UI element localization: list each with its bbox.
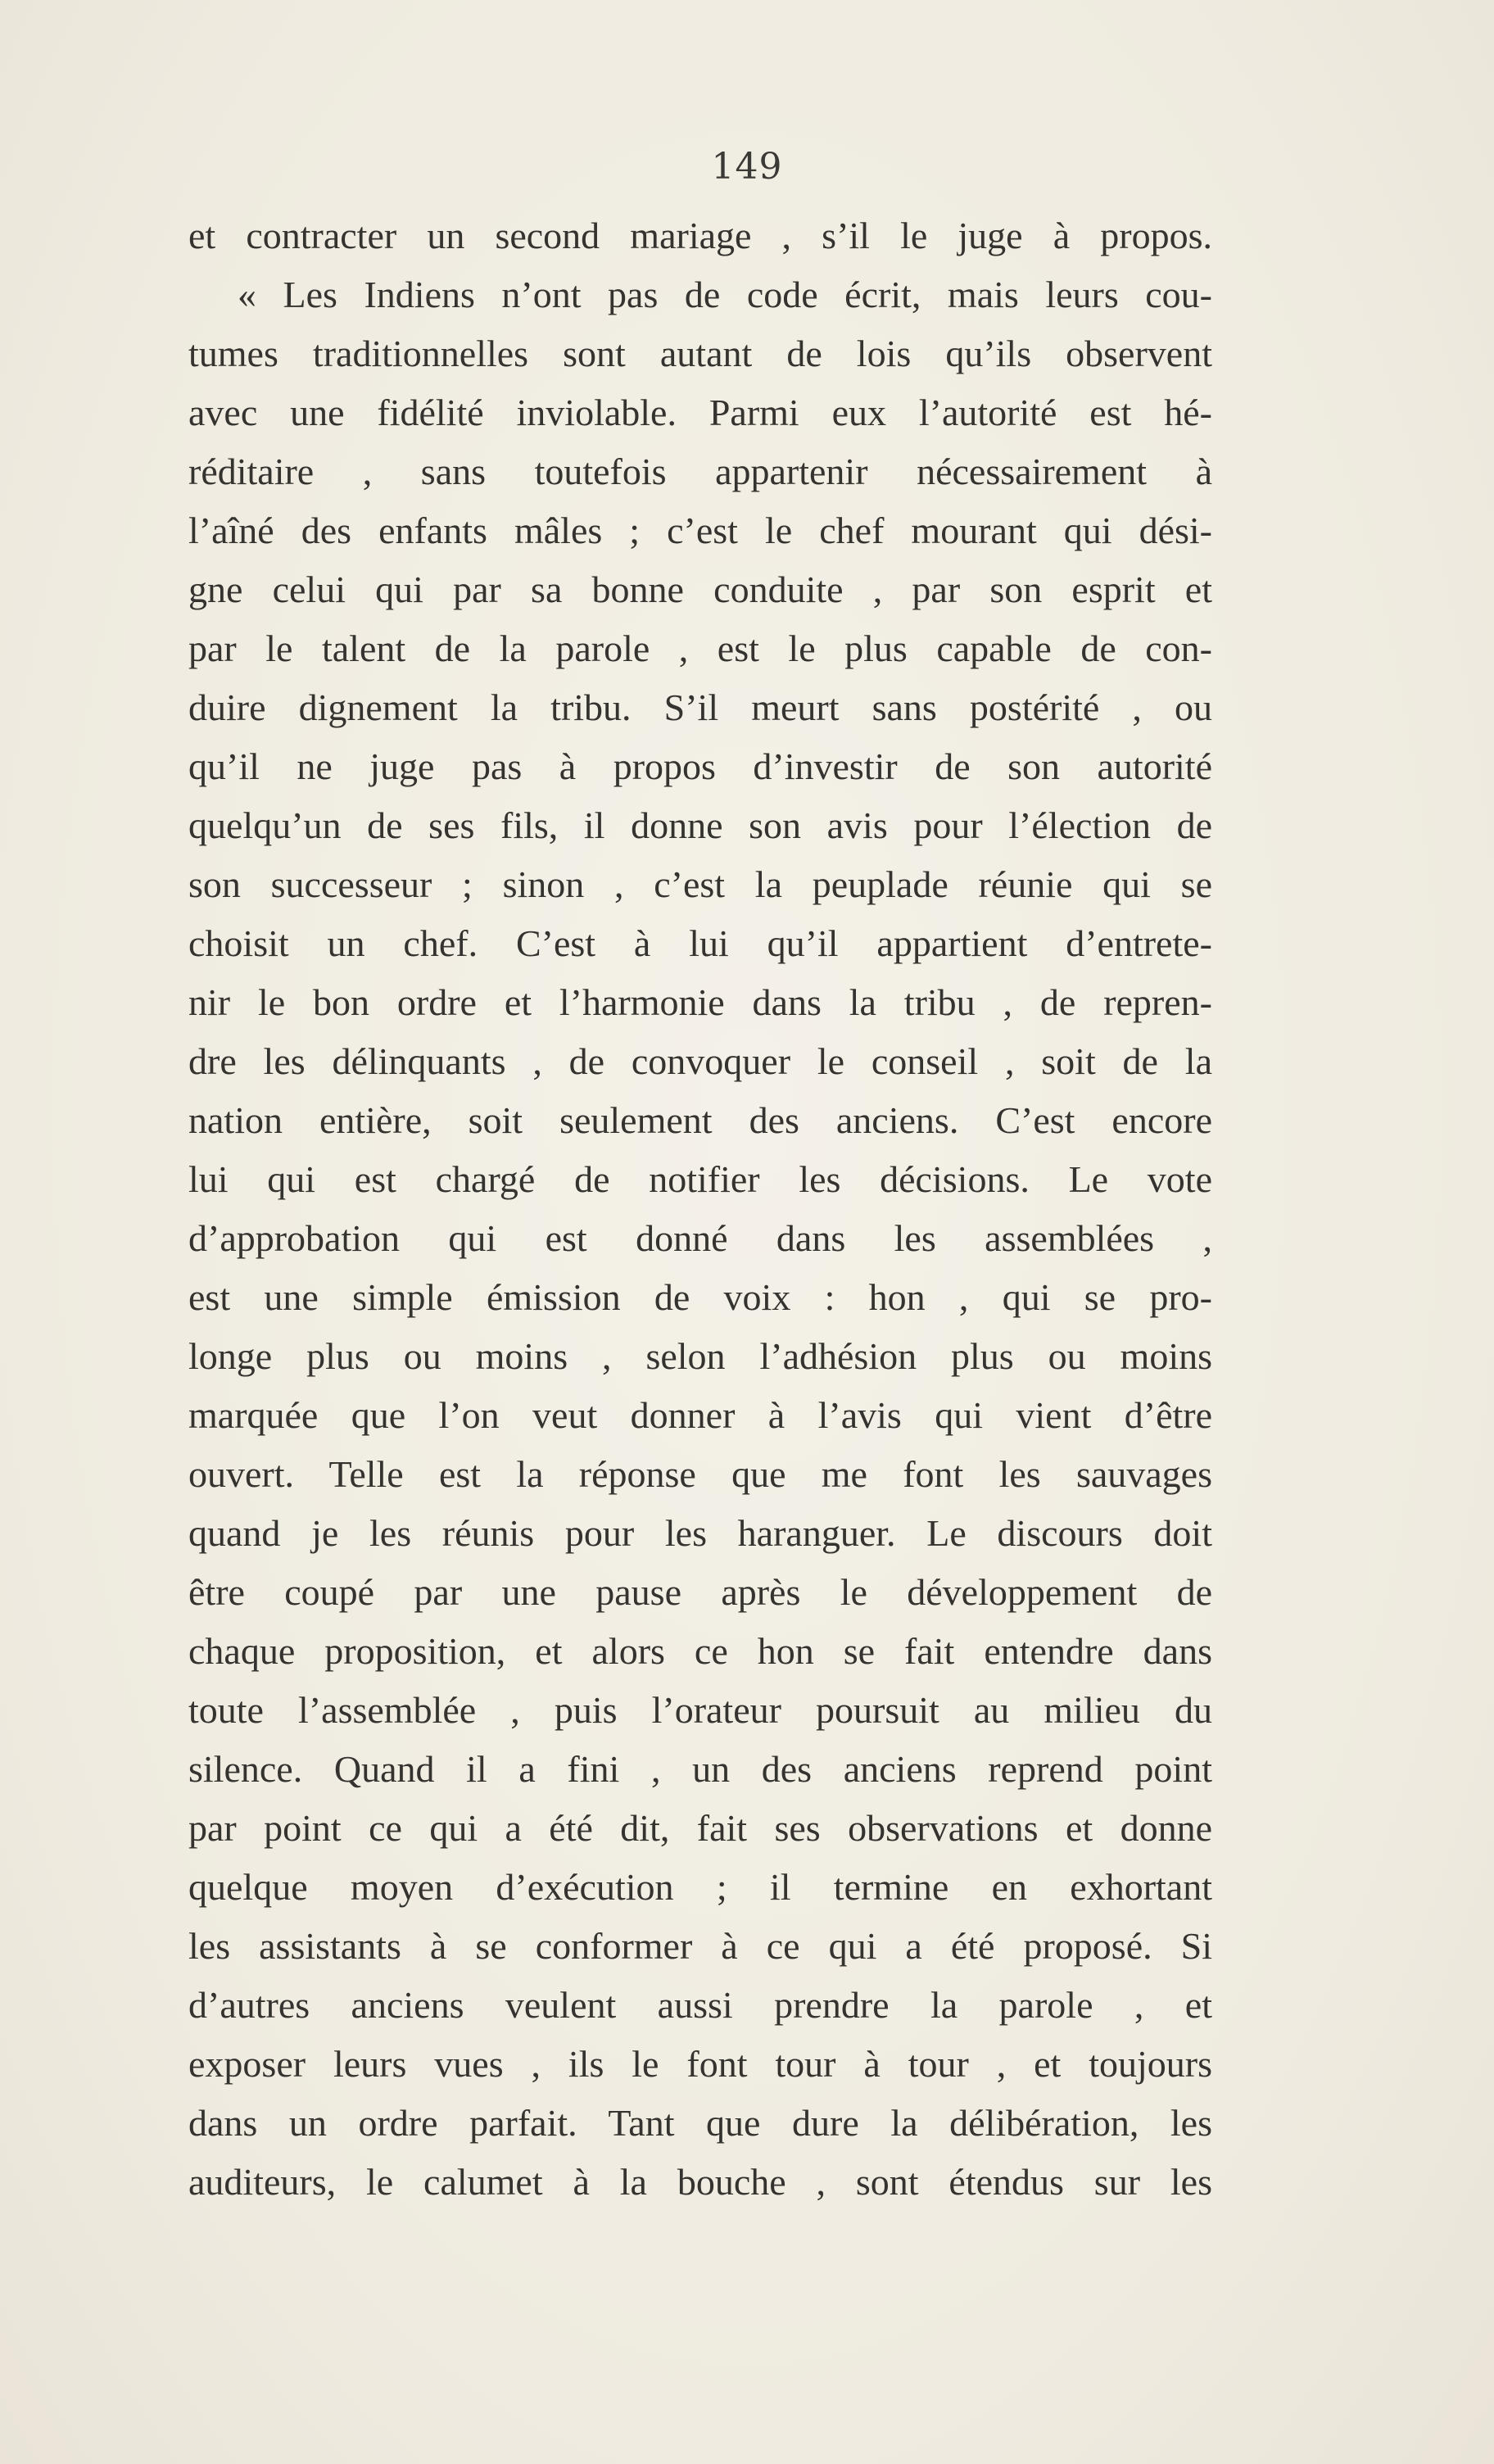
text-line: réditaire , sans toutefois appartenir nécessairement à xyxy=(188,451,1212,492)
text-line: toute l’assemblée , puis l’orateur poursuit au milieu du xyxy=(188,1689,1212,1731)
text-line: exposer leurs vues , ils le font tour à tour , et toujours xyxy=(188,2043,1212,2085)
text-line: duire dignement la tribu. S’il meurt sans postérité , ou xyxy=(188,686,1212,728)
text-line: lui qui est chargé de notifier les décisions. Le vote xyxy=(188,1158,1212,1200)
text-line: quand je les réunis pour les haranguer. Le discours doit xyxy=(188,1512,1212,1554)
text-line: longe plus ou moins , selon l’adhésion plus ou moins xyxy=(188,1335,1212,1377)
text-line: marquée que l’on veut donner à l’avis qui vient d’être xyxy=(188,1394,1212,1436)
text-line: d’approbation qui est donné dans les assemblées , xyxy=(188,1217,1212,1259)
text-line: silence. Quand il a fini , un des anciens reprend point xyxy=(188,1748,1212,1790)
text-line: les assistants à se conformer à ce qui a été proposé. Si xyxy=(188,1925,1212,1967)
text-line: dre les délinquants , de convoquer le conseil , soit de la xyxy=(188,1040,1212,1082)
body-text xyxy=(188,206,1212,2212)
text-line: « Les Indiens n’ont pas de code écrit, mais leurs cou- xyxy=(238,274,1212,315)
text-line: gne celui qui par sa bonne conduite , par son esprit et xyxy=(188,568,1212,610)
text-line: chaque proposition, et alors ce hon se fait entendre dans xyxy=(188,1630,1212,1672)
text-line: nation entière, soit seulement des anciens. C’est encore xyxy=(188,1099,1212,1141)
text-line: nir le bon ordre et l’harmonie dans la tribu , de repren- xyxy=(188,981,1212,1023)
text-line: qu’il ne juge pas à propos d’investir de son autorité xyxy=(188,745,1212,787)
text-line: auditeurs, le calumet à la bouche , sont étendus sur les xyxy=(188,2161,1212,2203)
text-line: par le talent de la parole , est le plus capable de con- xyxy=(188,627,1212,669)
text-line: par point ce qui a été dit, fait ses observations et donne xyxy=(188,1807,1212,1849)
text-line: choisit un chef. C’est à lui qu’il appartient d’entrete- xyxy=(188,922,1212,964)
text-line: est une simple émission de voix : hon , qui se pro- xyxy=(188,1276,1212,1318)
text-line: et contracter un second mariage , s’il le juge à propos. xyxy=(188,215,1212,256)
text-line: être coupé par une pause après le développement de xyxy=(188,1571,1212,1613)
text-line: son successeur ; sinon , c’est la peuplade réunie qui se xyxy=(188,863,1212,905)
page-number: 149 xyxy=(711,146,783,188)
text-line: d’autres anciens veulent aussi prendre la parole , et xyxy=(188,1984,1212,2026)
text-line: avec une fidélité inviolable. Parmi eux l’autorité est hé- xyxy=(188,392,1212,433)
text-line: quelque moyen d’exécution ; il termine en exhortant xyxy=(188,1866,1212,1908)
text-line: quelqu’un de ses fils, il donne son avis pour l’élection de xyxy=(188,804,1212,846)
text-line: tumes traditionnelles sont autant de lois qu’ils observent xyxy=(188,333,1212,374)
text-line: ouvert. Telle est la réponse que me font les sauvages xyxy=(188,1453,1212,1495)
text-line: dans un ordre parfait. Tant que dure la délibération, les xyxy=(188,2102,1212,2144)
text-line: l’aîné des enfants mâles ; c’est le chef mourant qui dési- xyxy=(188,510,1212,551)
